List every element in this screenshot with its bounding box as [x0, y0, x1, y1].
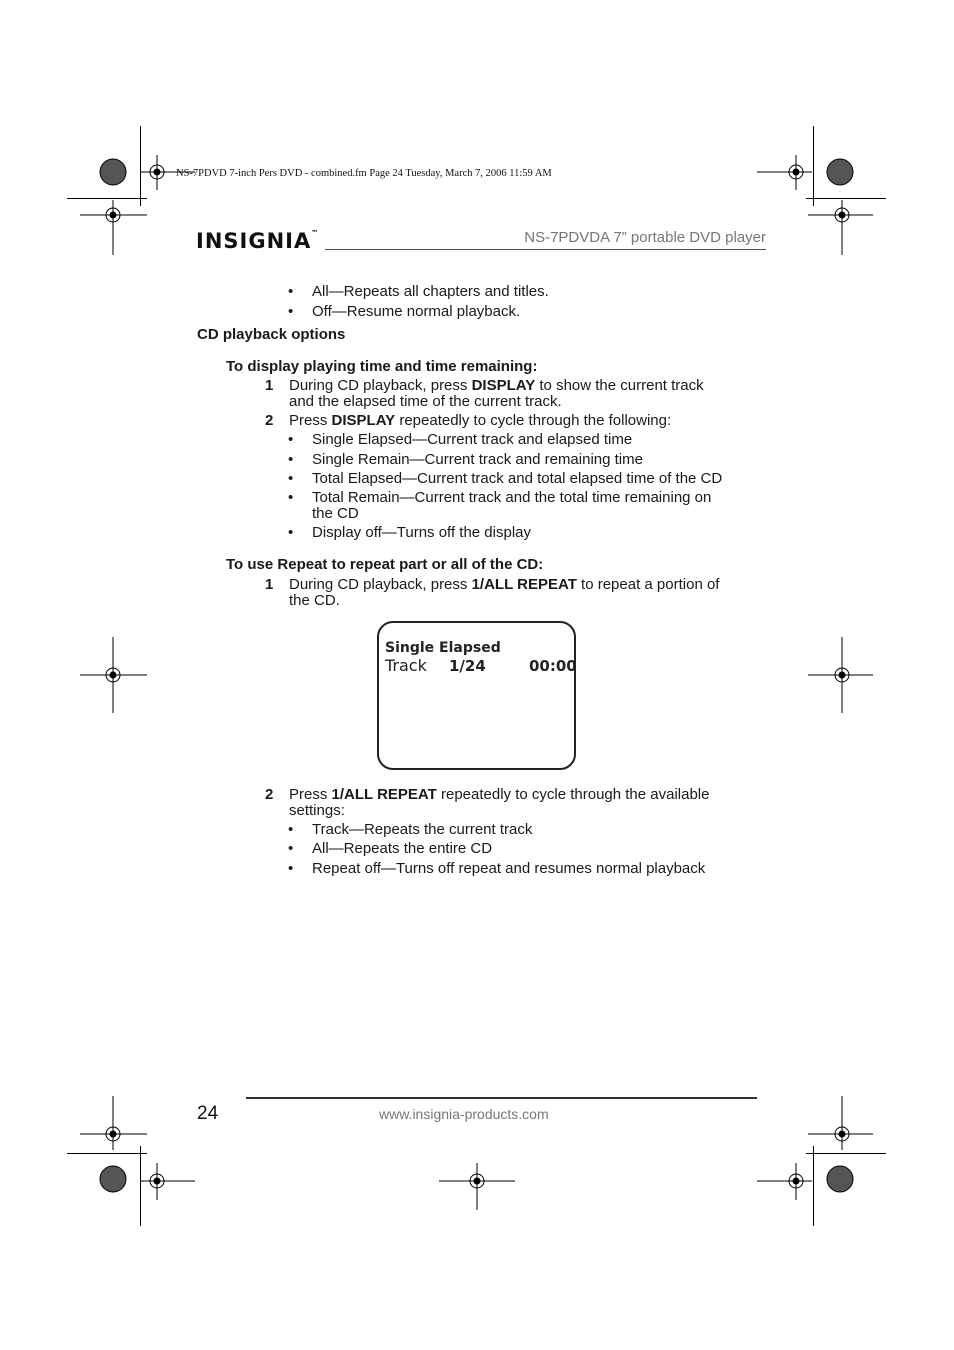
osd-elapsed-time: 00:00: [529, 657, 577, 675]
osd-title: Single Elapsed: [385, 640, 501, 656]
step-number: 2: [265, 412, 274, 429]
list-item: Track—Repeats the current track: [312, 821, 533, 838]
list-item: Display off—Turns off the display: [312, 524, 531, 541]
step-number: 2: [265, 786, 274, 803]
page-number: 24: [197, 1103, 219, 1124]
file-header: NS-7PDVD 7-inch Pers DVD - combined.fm Page 24 Tuesday, March 7, 2006 11:59 AM: [176, 168, 552, 179]
list-item: Off—Resume normal playback.: [312, 303, 521, 320]
repeat-procedure-step2: 2 Press 1/ALL REPEAT repeatedly to cycle through the available settings: • Track—Repeats the current track • All—Repeats the entire CD • Repeat off—Turns off repeat and resumes normal playback: [265, 786, 710, 877]
footer-rule: [246, 1097, 757, 1099]
list-item: Repeat off—Turns off repeat and resumes normal playback: [312, 860, 706, 877]
procedure-title-display: To display playing time and time remaining:: [226, 358, 538, 375]
procedure-title-repeat: To use Repeat to repeat part or all of the CD:: [226, 556, 544, 573]
top-bullet-list: • All—Repeats all chapters and titles. • Off—Resume normal playback.: [288, 283, 549, 320]
list-item: Single Remain—Current track and remaining time: [312, 451, 643, 468]
section-title: CD playback options: [197, 326, 346, 343]
step-text: Press DISPLAY repeatedly to cycle through the following:: [289, 412, 672, 429]
list-item-continued: the CD: [312, 505, 359, 522]
insignia-logo: INSIGNIA™: [196, 229, 319, 253]
display-procedure: 1 During CD playback, press DISPLAY to show the current track and the elapsed time of the current track. 2 Press DISPLAY repeatedly to cycle through the following: • Single Elapsed—Current track and elapsed time • Single Remain—Current track and remaining time • Total Elapsed—Current track and total elapsed time of the CD • Total Remain—Current track and the total time remaining on the CD • Display off—Turns off the display: [265, 377, 723, 541]
step-text: Press 1/ALL REPEAT repeatedly to cycle through the available: [289, 786, 710, 803]
osd-track-label: Track: [385, 656, 427, 675]
list-item: Total Remain—Current track and the total time remaining on: [312, 489, 712, 506]
list-item: Total Elapsed—Current track and total elapsed time of the CD: [312, 470, 723, 487]
list-item: All—Repeats the entire CD: [312, 840, 493, 857]
osd-track-number: 1/24: [449, 657, 486, 675]
step-number: 1: [265, 377, 274, 394]
list-item: All—Repeats all chapters and titles.: [312, 283, 549, 300]
step-text-continued: and the elapsed time of the current track.: [289, 393, 562, 410]
footer-url: www.insignia-products.com: [379, 1106, 549, 1122]
header-title: NS-7PDVDA 7” portable DVD player: [524, 229, 766, 246]
repeat-procedure-step1: [0, 576, 954, 612]
step-text-continued: settings:: [289, 802, 345, 819]
step-number: 1: [265, 576, 274, 593]
step-text: During CD playback, press 1/ALL REPEAT to repeat a portion of: [289, 576, 720, 593]
header-rule: [325, 249, 766, 250]
step-text-continued: the CD.: [289, 592, 340, 609]
list-item: Single Elapsed—Current track and elapsed time: [312, 431, 633, 448]
step-text: During CD playback, press DISPLAY to show the current track: [289, 377, 704, 394]
